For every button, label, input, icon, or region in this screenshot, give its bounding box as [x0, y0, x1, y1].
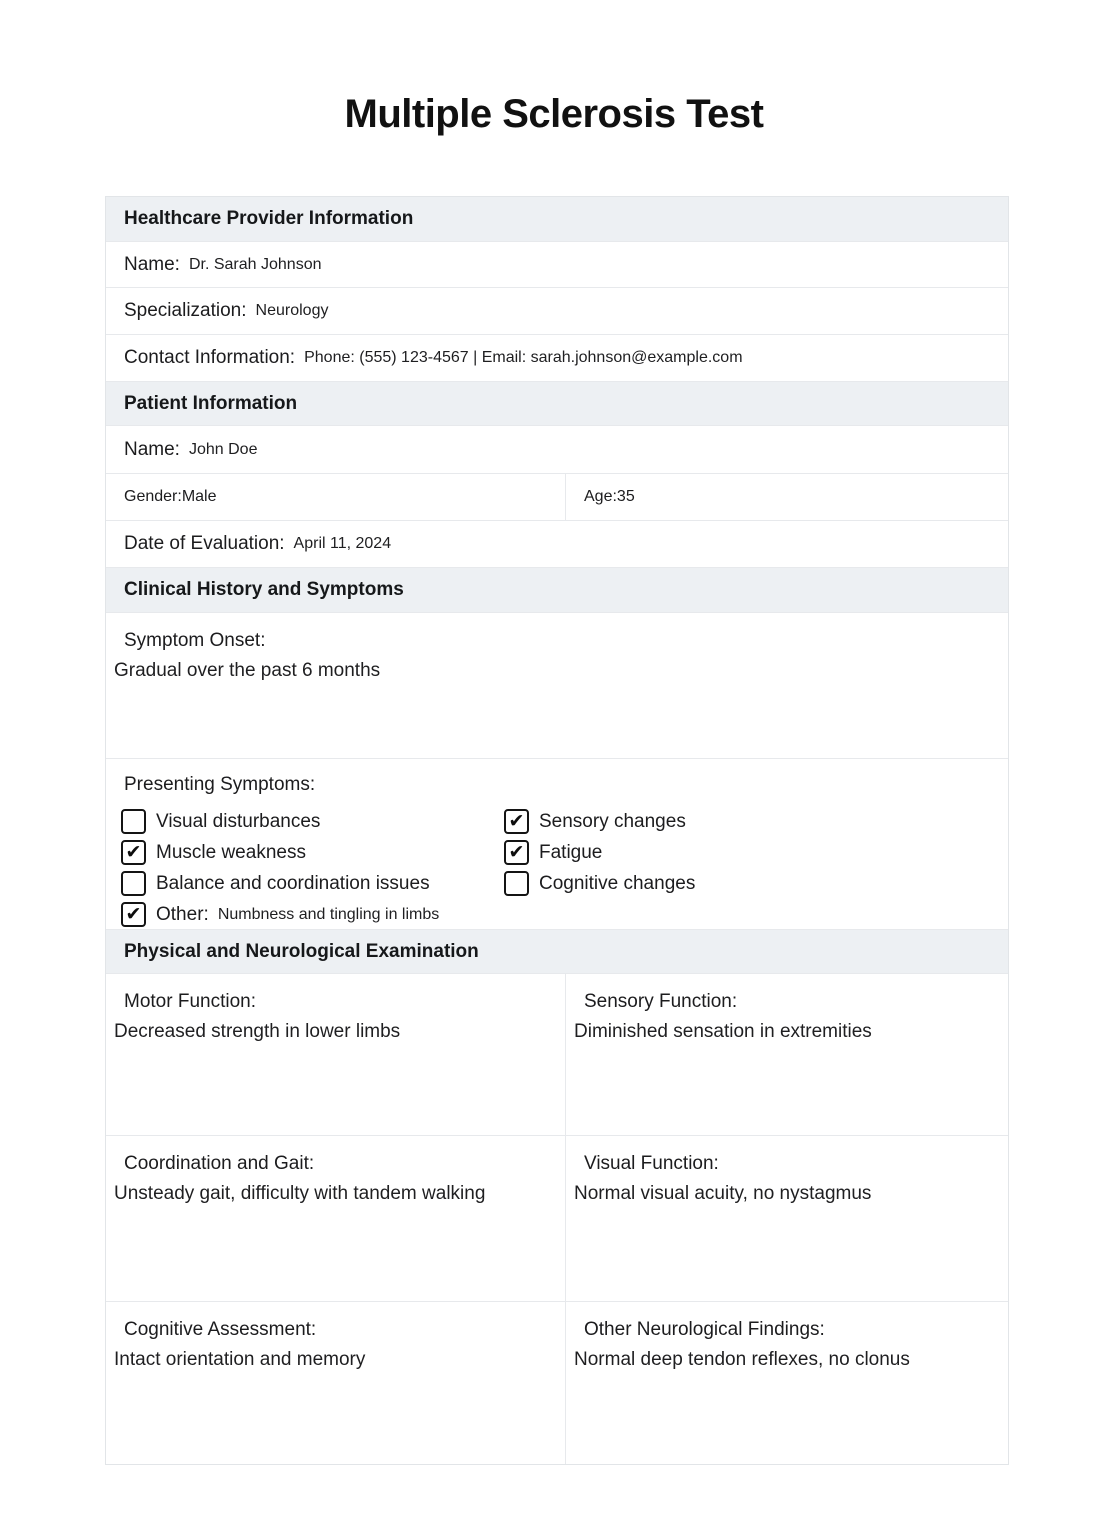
- coordination-gait-cell: [106, 1136, 566, 1301]
- field-label: Gender:: [124, 488, 182, 505]
- symptom-column-left: [121, 806, 504, 930]
- checkbox-label: Sensory changes: [539, 810, 686, 832]
- field-row-specialization: [106, 287, 1008, 334]
- check-icon: ✔: [125, 904, 142, 925]
- field-label: Date of Evaluation:: [124, 533, 285, 554]
- field-label: Coordination and Gait:: [124, 1153, 315, 1174]
- checkbox-item-visual-disturbances: [121, 806, 504, 837]
- check-icon: ✔: [125, 842, 142, 863]
- field-label: Other Neurological Findings:: [584, 1319, 825, 1340]
- field-value: John Doe: [188, 440, 258, 458]
- field-row-contact: [106, 334, 1008, 381]
- field-label: Motor Function:: [124, 991, 256, 1012]
- page-title: Multiple Sclerosis Test: [344, 92, 764, 136]
- field-value: Male: [181, 488, 217, 505]
- checkbox-item-other: [121, 899, 504, 930]
- checkbox-item-sensory-changes: [504, 806, 1008, 837]
- check-icon: ✔: [508, 842, 525, 863]
- other-neurological-findings-cell: [566, 1302, 1008, 1464]
- checkbox-label: Cognitive changes: [539, 872, 696, 894]
- gender-cell: [106, 474, 566, 520]
- checkbox-cognitive-changes[interactable]: [504, 871, 529, 896]
- checkbox-item-balance-coordination: [121, 868, 504, 899]
- sensory-function-cell: [566, 974, 1008, 1135]
- checkbox-other[interactable]: [121, 902, 146, 927]
- exam-row-motor-sensory: [106, 973, 1008, 1135]
- field-value: April 11, 2024: [293, 535, 392, 552]
- field-value: Normal deep tendon reflexes, no clonus: [574, 1349, 910, 1370]
- symptom-checkbox-columns: [106, 806, 1008, 930]
- field-label: Name:: [124, 253, 180, 275]
- section-header-clinical: Clinical History and Symptoms: [106, 567, 1008, 612]
- motor-function-cell: [106, 974, 566, 1135]
- field-row-gender-age: [106, 473, 1008, 520]
- checkbox-label: Balance and coordination issues: [156, 872, 430, 894]
- field-label: Sensory Function:: [584, 991, 738, 1012]
- checkbox-sensory-changes[interactable]: [504, 809, 529, 834]
- exam-row-gait-visual: [106, 1135, 1008, 1301]
- field-label: Name:: [124, 438, 180, 460]
- section-header-provider: Healthcare Provider Information: [106, 197, 1008, 241]
- ms-test-form: [105, 196, 1009, 1465]
- field-row-evaluation-date: [106, 520, 1008, 567]
- checkbox-item-cognitive-changes: [504, 868, 1008, 899]
- field-label: Symptom Onset:: [124, 630, 266, 651]
- field-label: Age:: [584, 488, 617, 505]
- checkbox-label: Fatigue: [539, 841, 603, 863]
- checkbox-label: Muscle weakness: [156, 841, 306, 863]
- field-value: Diminished sensation in extremities: [574, 1021, 872, 1042]
- symptom-column-right: [504, 806, 1008, 930]
- checkbox-label: Visual disturbances: [156, 810, 321, 832]
- cognitive-assessment-cell: [106, 1302, 566, 1464]
- visual-function-cell: [566, 1136, 1008, 1301]
- field-value: Intact orientation and memory: [114, 1349, 366, 1370]
- field-label: Contact Information:: [124, 347, 296, 368]
- field-value: Neurology: [255, 302, 329, 319]
- exam-row-cognitive-other: [106, 1301, 1008, 1464]
- section-header-patient: Patient Information: [106, 381, 1008, 425]
- field-value: Normal visual acuity, no nystagmus: [574, 1183, 872, 1204]
- field-value: Dr. Sarah Johnson: [188, 255, 322, 273]
- field-row-patient-name: [106, 425, 1008, 473]
- checkbox-fatigue[interactable]: [504, 840, 529, 865]
- field-label: Specialization:: [124, 300, 247, 321]
- checkbox-visual-disturbances[interactable]: [121, 809, 146, 834]
- checkbox-item-muscle-weakness: [121, 837, 504, 868]
- presenting-symptoms-cell: [106, 758, 1008, 929]
- section-header-exam: Physical and Neurological Examination: [106, 929, 1008, 973]
- symptom-onset-cell: [106, 612, 1008, 758]
- field-label: Cognitive Assessment:: [124, 1319, 317, 1340]
- other-symptom-value: Numbness and tingling in limbs: [217, 905, 440, 923]
- field-value: 35: [616, 488, 635, 505]
- field-label: Presenting Symptoms:: [124, 774, 316, 795]
- field-label: Visual Function:: [584, 1153, 719, 1174]
- field-row-provider-name: [106, 241, 1008, 287]
- field-value: Phone: (555) 123-4567 | Email: sarah.johnson@example.com: [304, 349, 743, 366]
- checkbox-balance-coordination[interactable]: [121, 871, 146, 896]
- checkbox-label: Other:: [156, 903, 209, 925]
- field-value: Gradual over the past 6 months: [114, 660, 381, 681]
- checkbox-item-fatigue: [504, 837, 1008, 868]
- field-value: Unsteady gait, difficulty with tandem walking: [114, 1183, 486, 1204]
- check-icon: ✔: [508, 811, 525, 832]
- age-cell: [566, 474, 1008, 520]
- checkbox-muscle-weakness[interactable]: [121, 840, 146, 865]
- field-value: Decreased strength in lower limbs: [114, 1021, 401, 1042]
